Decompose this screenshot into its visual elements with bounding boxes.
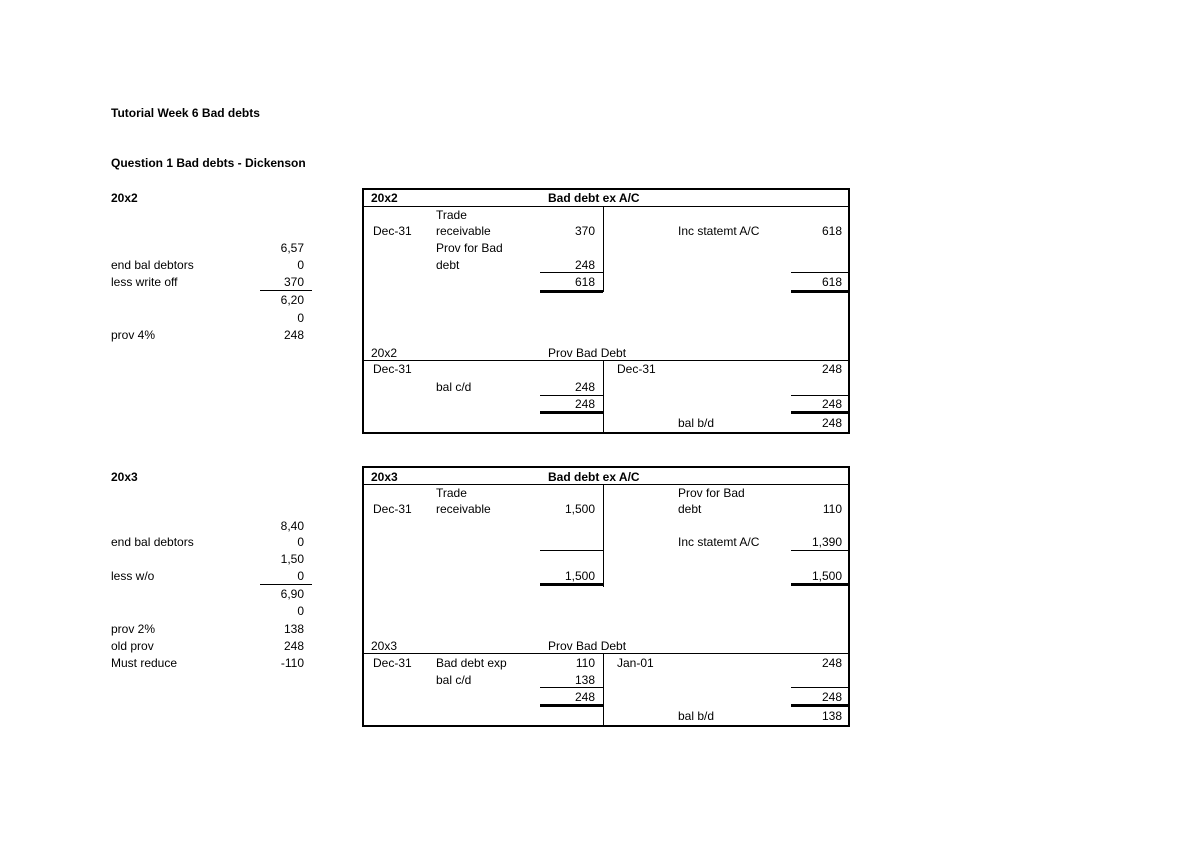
old-prov-value: 248: [283, 639, 304, 653]
cr-item-1-line2: debt: [678, 502, 702, 516]
debtors-value-cont: 0: [297, 535, 304, 549]
dr-item-1-label: Bad debt exp: [436, 656, 507, 670]
prov-value: 248: [283, 328, 304, 342]
cr-item-1-label: Inc statemt A/C: [678, 224, 760, 238]
cr-date: Dec-31: [617, 362, 656, 376]
dr-total: 618: [574, 275, 595, 289]
writeoff-label: less write off: [111, 275, 178, 289]
cr-item-1-amount: 110: [822, 502, 842, 516]
dr-item-2-line1: Prov for Bad: [436, 241, 503, 255]
t-account-divider: [603, 361, 604, 433]
reduce-value: -110: [280, 656, 304, 670]
cr-item-2-label: Inc statemt A/C: [678, 535, 760, 549]
account-year: 20x3: [371, 639, 398, 653]
cr-item-1-amount: 248: [821, 362, 842, 376]
cr-item-1-line1: Prov for Bad: [678, 486, 745, 500]
debtors-value: 6,57: [280, 241, 304, 255]
dr-item-2-amount: 138: [574, 673, 595, 687]
prov-value: 138: [283, 622, 304, 636]
debtors-value-cont: 0: [297, 258, 304, 272]
subtotal-value: 6,90: [280, 587, 304, 601]
account-title: Prov Bad Debt: [548, 346, 627, 360]
account-title: Prov Bad Debt: [548, 639, 627, 653]
t-account-divider: [603, 485, 604, 587]
cr-balance-label: bal b/d: [678, 709, 715, 723]
dr-item-2-amount: 248: [574, 258, 595, 272]
cr-total: 618: [821, 275, 842, 289]
cr-total: 248: [821, 397, 842, 411]
account-year: 20x2: [371, 191, 398, 205]
cr-item-1-amount: 618: [821, 224, 842, 238]
cr-balance-label: bal b/d: [678, 416, 715, 430]
dr-date: Dec-31: [373, 362, 412, 376]
t-account-divider: [603, 654, 604, 726]
dr-date: Dec-31: [373, 656, 412, 670]
dr-total: 248: [574, 397, 595, 411]
dr-total: 1,500: [564, 569, 595, 583]
cr-item-1-amount: 248: [821, 656, 842, 670]
dr-item-1-line1: Trade: [436, 486, 467, 500]
cr-balance-amount: 248: [821, 416, 842, 430]
dr-item-1-amount: 248: [574, 380, 595, 394]
account-year: 20x3: [371, 470, 398, 484]
debtors-label: end bal debtors: [111, 258, 194, 272]
writeoff-value: 1,50: [280, 552, 304, 566]
debtors-label: end bal debtors: [111, 535, 194, 549]
writeoff-label: less w/o: [111, 569, 155, 583]
page-title: Tutorial Week 6 Bad debts: [111, 106, 260, 120]
writeoff-value-cont: 0: [297, 569, 304, 583]
dr-total: 248: [574, 690, 595, 704]
cr-item-2-amount: 1,390: [811, 535, 842, 549]
subtotal-rule: [260, 290, 312, 291]
dr-item-1-label: bal c/d: [436, 380, 472, 394]
cr-total: 248: [821, 690, 842, 704]
dr-item-1-amount: 370: [574, 224, 595, 238]
debtors-value: 8,40: [280, 519, 304, 533]
year-heading-20x2: 20x2: [111, 191, 138, 205]
subtotal-value: 6,20: [280, 293, 304, 307]
cr-date: Jan-01: [617, 656, 654, 670]
dr-date: Dec-31: [373, 224, 412, 238]
dr-item-1-line2: receivable: [436, 502, 491, 516]
writeoff-value: 370: [283, 275, 304, 289]
dr-item-1-line2: receivable: [436, 224, 491, 238]
dr-item-1-amount: 110: [575, 656, 595, 670]
account-title: Bad debt ex A/C: [548, 191, 640, 205]
dr-date: Dec-31: [373, 502, 412, 516]
dr-item-2-label: bal c/d: [436, 673, 472, 687]
subtotal-value-cont: 0: [297, 604, 304, 618]
reduce-label: Must reduce: [111, 656, 178, 670]
dr-item-1-amount: 1,500: [564, 502, 595, 516]
prov-label: prov 2%: [111, 622, 156, 636]
t-account-divider: [603, 207, 604, 292]
dr-item-2-line2: debt: [436, 258, 460, 272]
account-year: 20x2: [371, 346, 398, 360]
subtotal-rule: [260, 584, 312, 585]
dr-item-1-line1: Trade: [436, 208, 467, 222]
subtotal-value-cont: 0: [297, 311, 304, 325]
cr-balance-amount: 138: [821, 709, 842, 723]
prov-label: prov 4%: [111, 328, 156, 342]
year-heading-20x3: 20x3: [111, 470, 138, 484]
account-title: Bad debt ex A/C: [548, 470, 640, 484]
cr-total: 1,500: [811, 569, 842, 583]
old-prov-label: old prov: [111, 639, 154, 653]
question-title: Question 1 Bad debts - Dickenson: [111, 156, 306, 170]
